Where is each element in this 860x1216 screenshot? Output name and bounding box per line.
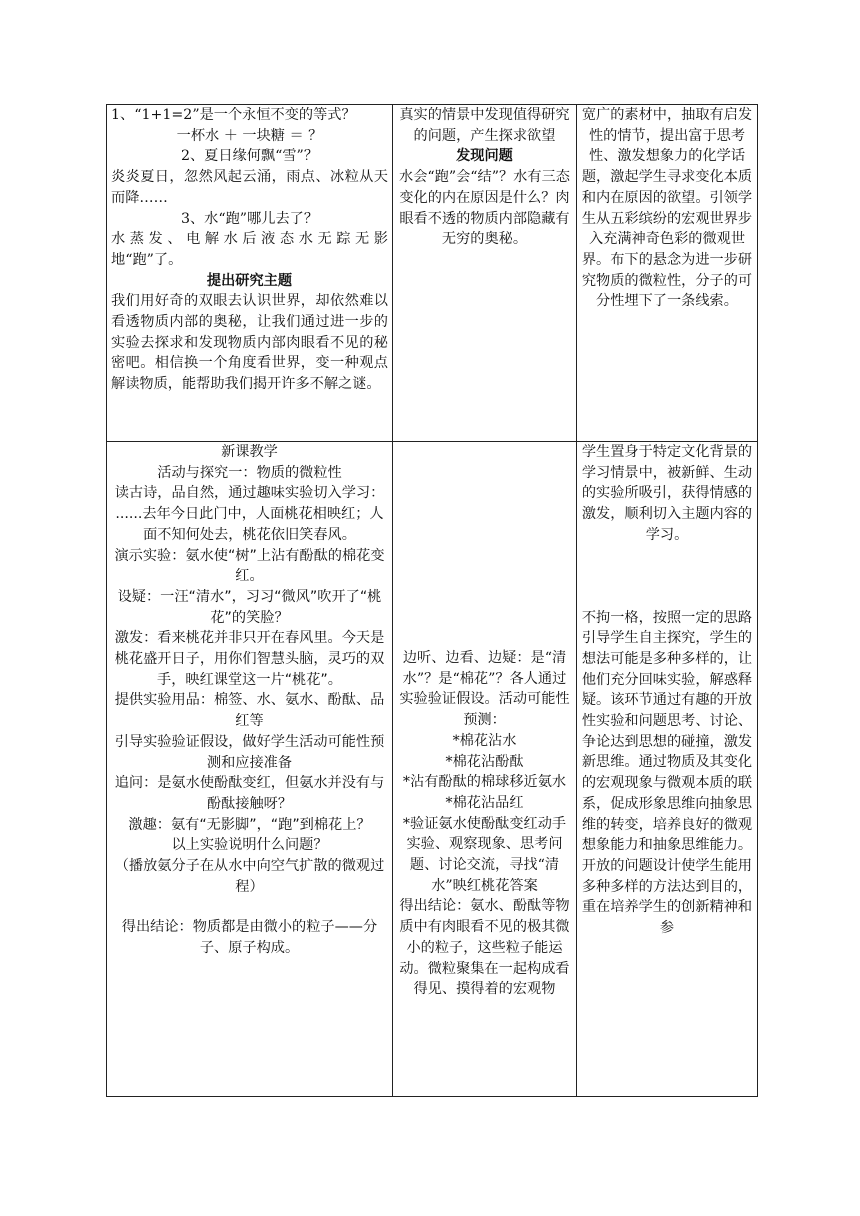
teacher-activity-cell — [107, 105, 393, 442]
table-row — [107, 105, 758, 442]
paragraph: 1、“1+1=2”是一个永恒不变的等式？ — [111, 107, 356, 123]
paragraph: 炎炎夏日，忽然风起云涌，雨点、冰粒从天而降…… — [111, 169, 388, 206]
paragraph: 宽广的素材中，抽取有启发性的情节，提出富于思考性、激发想象力的化学话题，激起学生寻求变化本质和内在原因的欲望。引领学生从五彩缤纷的宏观世界步入充满神奇色彩的微观世界。布下的悬念为进一步研究物质的微粒性，分子的可分性埋下了一条线索。 — [581, 107, 753, 310]
paragraph: 得出结论：氨水、酚酞等物质中有肉眼看不见的极其微小的粒子，这些粒子能运动。微粒聚集在一起构成看得见、摸得着的宏观物 — [399, 898, 570, 998]
table-row — [107, 442, 758, 1097]
paragraph: 设疑：一汪“清水”，习习“微风”吹开了“桃花”的笑脸？ — [117, 588, 382, 626]
paragraph: 以上实验说明什么问题？ — [171, 837, 328, 854]
paragraph: ......去年今日此门中，人面桃花相映红；人面不知何处去，桃花依旧笑春风。 — [115, 506, 384, 543]
paragraph: 激发：看来桃花并非只开在春风里。今天是桃花盛开日子，用你们智慧头脑，灵巧的双手，映红课堂这一片“桃花”。 — [114, 630, 385, 688]
paragraph: 发现问题 — [456, 148, 513, 165]
design-intent-content — [581, 442, 753, 939]
student-activity-cell — [393, 442, 577, 1097]
paragraph: 追问：是氨水使酚酞变红，但氨水并没有与酚酞接触呀？ — [114, 775, 385, 812]
design-intent-cell — [577, 105, 758, 442]
paragraph: *验证氨水使酚酞变红动手实验、观察现象、思考问题、讨论交流，寻找“清水”映红桃花答案 — [402, 815, 567, 894]
paragraph: 边听、边看、边疑：是“清水”？是“棉花”？各人通过实验验证假设。活动可能性预测： — [399, 650, 570, 729]
teacher-activity-cell — [107, 442, 393, 1097]
paragraph: 3、水“跑”哪儿去了？ — [180, 210, 319, 227]
paragraph: （播放氨分子在从水中向空气扩散的微观过程） — [114, 858, 385, 895]
student-activity-cell — [393, 105, 577, 442]
spacer — [111, 897, 388, 917]
paragraph: 激趣：氨有“无影脚”，“跑”到棉花上？ — [128, 816, 371, 833]
student-activity-content — [397, 648, 572, 1000]
paragraph: 不拘一格，按照一定的思路引导学生自主探究，学生的想法可能是多种多样的，让他们充分回味实验，解惑释疑。该环节通过有趣的开放性实验和问题思考、讨论、争论达到思想的碰撞，激发新思维。通过物质及其变化的宏观现象与微观本质的联系，促成形象思维向抽象思维的转变，培养良好的微观想象能力和抽象思维能力。开放的问题设计使学生能用多种多样的方法达到目的，重在培养学生的创新精神和参 — [581, 609, 753, 937]
paragraph: 新课教学 — [221, 444, 278, 460]
paragraph: 水会“跑”会“结”？水有三态变化的内在原因是什么？肉眼看不透的物质内部隐藏有无穷的奥秘。 — [399, 169, 570, 248]
paragraph: 真实的情景中发现值得研究的问题，产生探求欲望 — [399, 107, 570, 144]
paragraph: 我们用好奇的双眼去认识世界，却依然难以看透物质内部的奥秘，让我们通过进一步的实验去探求和发现物质内部肉眼看不见的秘密吧。相信换一个角度看世界，变一种观点解读物质，能帮助我们揭开许多不解之谜。 — [111, 293, 388, 393]
paragraph: *棉花沾酚酞 — [445, 753, 524, 770]
paragraph: 2、夏日缘何飘“雪”？ — [180, 148, 319, 165]
paragraph: 提供实验用品：棉签、水、氨水、酚酞、品红等 — [114, 692, 385, 730]
paragraph: 一杯水 ＋ 一块糖 ＝ ？ — [176, 127, 323, 144]
lesson-plan-table — [106, 104, 758, 1097]
paragraph: 学生置身于特定文化背景的学习情景中，被新鲜、生动的实验所吸引，获得情感的激发，顺利切入主题内容的学习。 — [581, 444, 753, 543]
paragraph: 提出研究主题 — [206, 272, 293, 289]
paragraph: *沾有酚酞的棉球移近氨水 — [402, 774, 567, 791]
paragraph: 演示实验：氨水使“树”上沾有酚酞的棉花变红。 — [114, 547, 385, 585]
paragraph: 读古诗，品自然，通过趣味实验切入学习： — [114, 485, 385, 502]
design-intent-cell — [577, 442, 758, 1097]
paragraph: 水蒸发、电解水后液态水无踪无影地“跑”了。 — [111, 231, 388, 268]
paragraph: *棉花沾水 — [452, 732, 517, 749]
paragraph: 得出结论：物质都是由微小的粒子——分子、原子构成。 — [121, 919, 378, 957]
paragraph: 引导实验验证假设，做好学生活动可能性预测和应接准备 — [114, 733, 385, 771]
paragraph: 活动与探究一：物质的微粒性 — [157, 464, 342, 481]
paragraph: *棉花沾品红 — [445, 794, 524, 811]
